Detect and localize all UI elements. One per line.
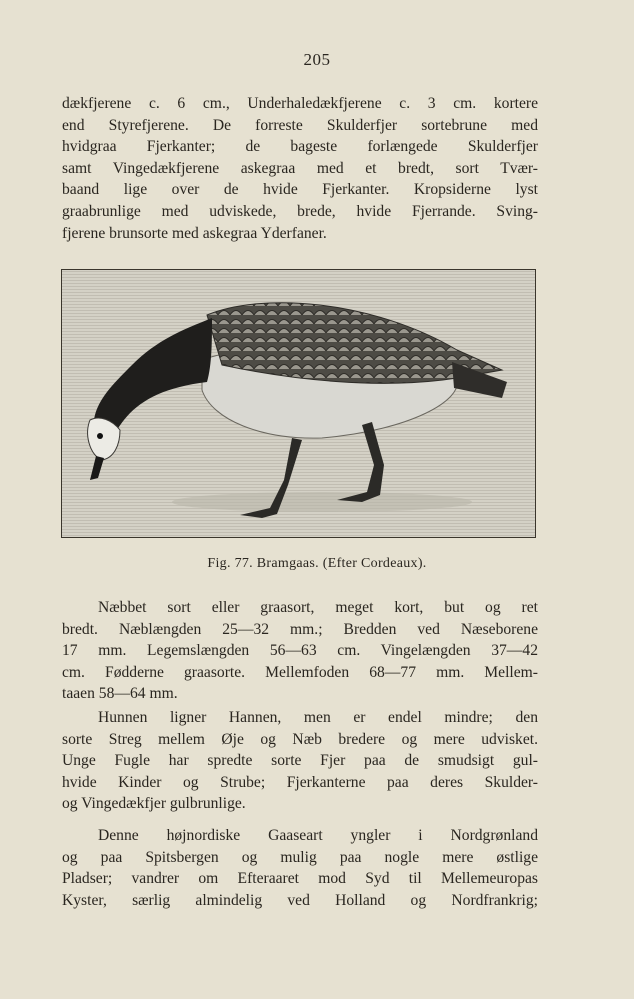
paragraph-4 — [62, 825, 538, 911]
page-number: 205 — [303, 50, 331, 69]
text-line: bredt. Næblængden 25—32 mm.; Bredden ved Næseborene — [62, 620, 538, 638]
text-line: sorte Streg mellem Øje og Næb bredere og mere udvisket. — [62, 730, 538, 748]
text-line: baand lige over de hvide Fjerkanter. Kropsiderne lyst — [62, 181, 538, 199]
text-line: dækfjerene c. 6 cm., Underhaledækfjerene c. 3 cm. kortere — [62, 95, 538, 112]
text-line: 17 mm. Legemslængden 56—63 cm. Vingelængden 37—42 — [62, 642, 538, 660]
text-line: taaen 58—64 mm. — [62, 685, 178, 703]
goose-illustration — [62, 270, 536, 538]
paragraph-1 — [62, 93, 538, 244]
paragraph-3 — [62, 707, 538, 815]
text-line: samt Vingedækfjerene askegraa med et bredt, sort Tvær- — [62, 159, 538, 177]
text-line: Hunnen ligner Hannen, men er endel mindre; den — [98, 709, 538, 726]
figure-caption: Fig. 77. Bramgaas. (Efter Cordeaux). — [207, 556, 427, 571]
paragraph-2 — [62, 597, 538, 705]
text-line: fjerene brunsorte med askegraa Yderfaner. — [62, 224, 327, 242]
text-line: hvidgraa Fjerkanter; de bageste forlængede Skulderfjer — [62, 138, 538, 156]
text-line: Unge Fugle har spredte sorte Fjer paa de smudsigt gul- — [62, 752, 538, 770]
text-line: cm. Fødderne graasorte. Mellemfoden 68—77 mm. Mellem- — [62, 663, 538, 681]
text-line: end Styrefjerene. De forreste Skulderfjer sortebrune med — [62, 116, 538, 134]
text-line: og Vingedækfjer gulbrunlige. — [62, 795, 246, 813]
text-line: og paa Spitsbergen og mulig paa nogle mere østlige — [62, 848, 538, 866]
text-line: hvide Kinder og Strube; Fjerkanterne paa deres Skulder- — [62, 773, 538, 791]
figure-barnacle-goose-illustration — [61, 269, 536, 538]
text-line: Pladser; vandrer om Efteraaret mod Syd til Mellemeuropas — [62, 870, 538, 888]
text-line: Næbbet sort eller graasort, meget kort, but og ret — [98, 599, 538, 616]
text-line: graabrunlige med udviskede, brede, hvide Fjerrande. Sving- — [62, 202, 538, 220]
text-line: Denne højnordiske Gaaseart yngler i Nordgrønland — [98, 827, 538, 844]
text-line: Kyster, særlig almindelig ved Holland og Nordfrankrig; — [62, 891, 538, 909]
